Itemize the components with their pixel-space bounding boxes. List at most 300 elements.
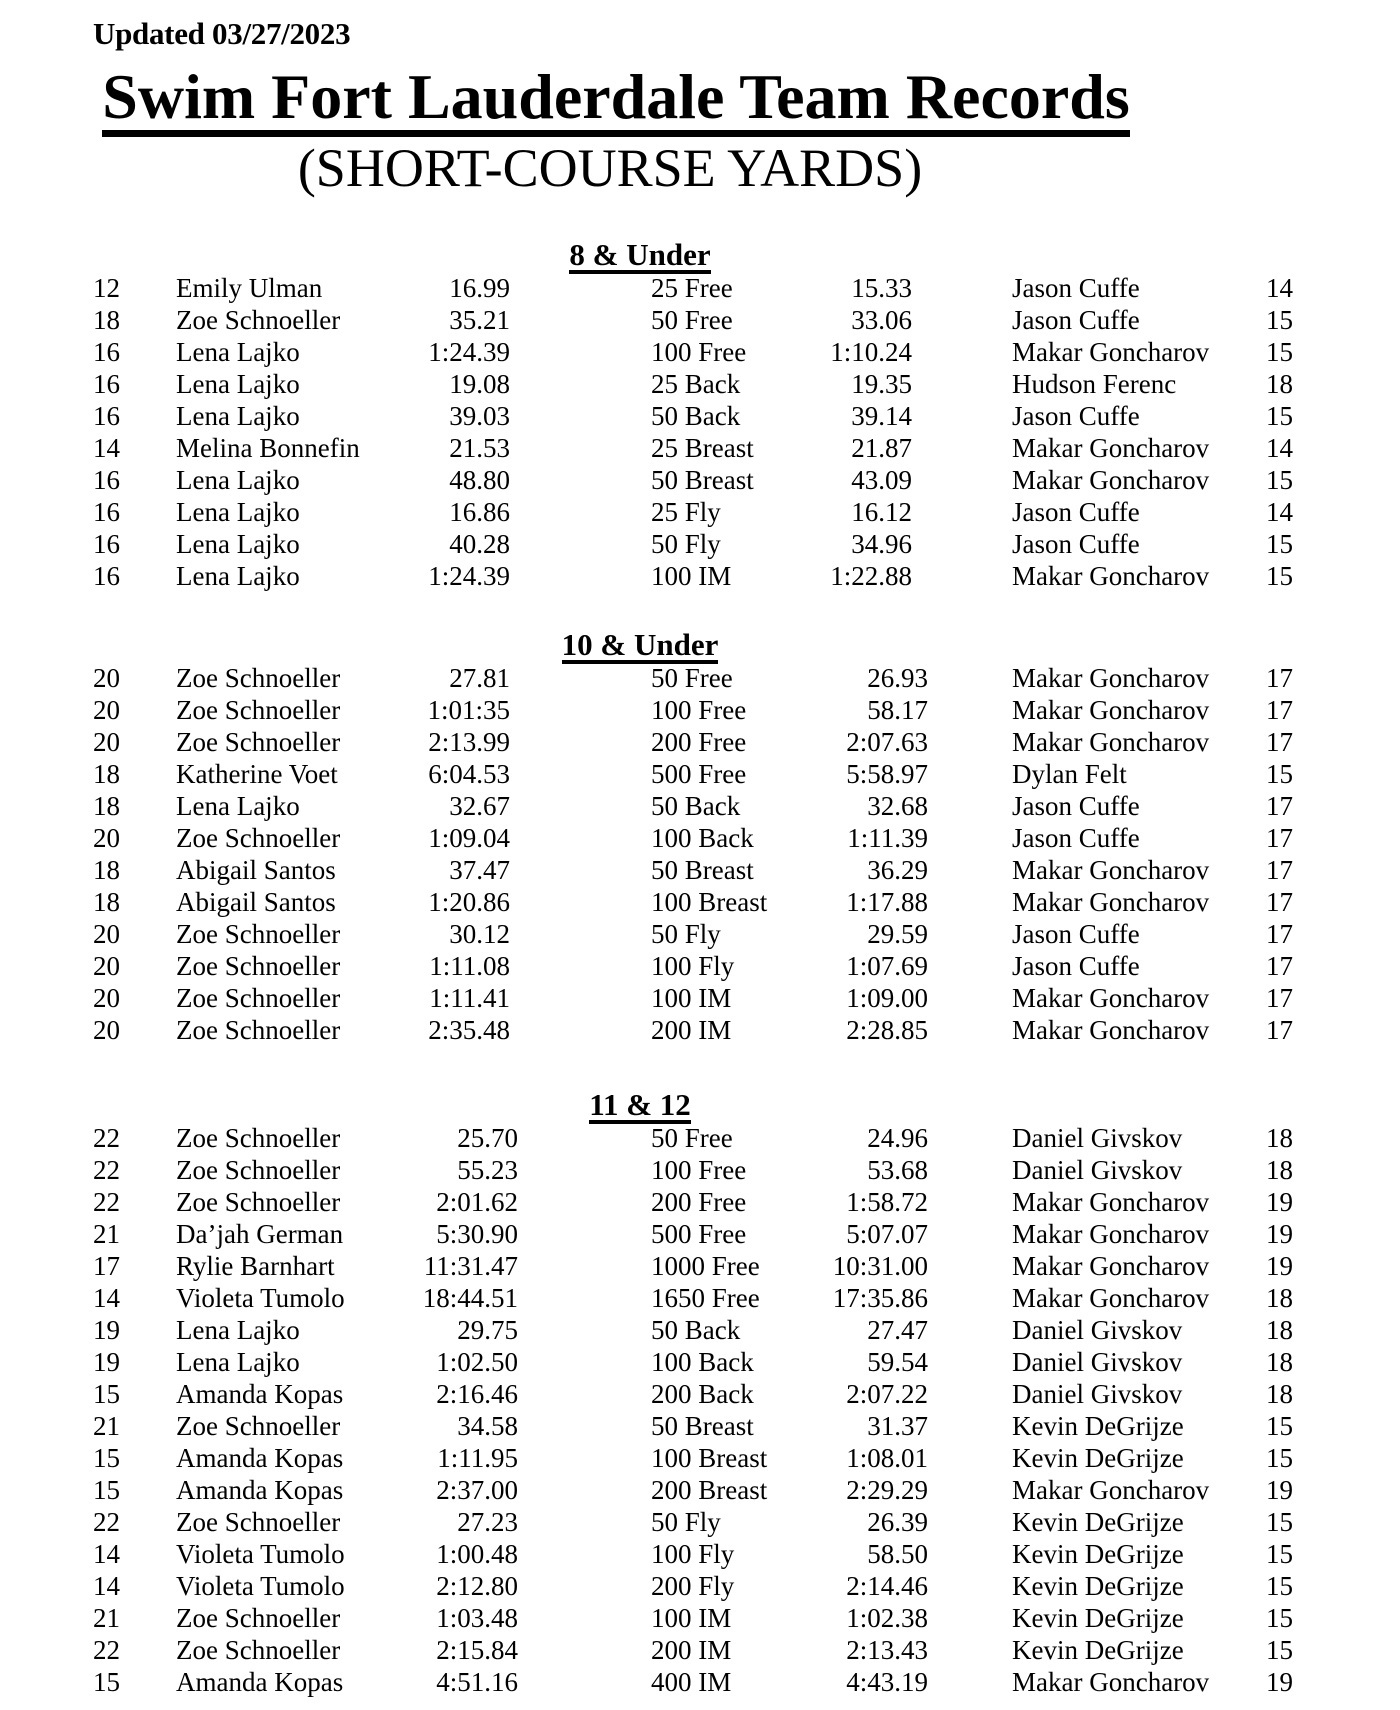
- girl-time: 1:03.48: [436, 1603, 518, 1633]
- boy-time: 5:58.97: [846, 759, 928, 789]
- boy-name: Makar Goncharov: [1012, 433, 1210, 463]
- girl-time: 40.28: [449, 529, 510, 559]
- girl-time: 48.80: [449, 465, 510, 495]
- girl-time: 6:04.53: [428, 759, 510, 789]
- girl-name: Lena Lajko: [176, 529, 300, 559]
- boy-time: 19.35: [851, 369, 912, 399]
- record-row: [0, 886, 1400, 918]
- girl-time: 16.86: [449, 497, 510, 527]
- event-name: 200 Back: [651, 1379, 754, 1409]
- record-row: [0, 528, 1400, 560]
- girl-age: 20: [93, 695, 120, 725]
- record-row: [0, 726, 1400, 758]
- boy-name: Jason Cuffe: [1012, 273, 1140, 303]
- boy-age: 18: [1266, 1315, 1293, 1345]
- boy-time: 2:07.22: [846, 1379, 928, 1409]
- girl-age: 20: [93, 823, 120, 853]
- record-row: [0, 1282, 1400, 1314]
- girl-time: 2:35.48: [428, 1015, 510, 1045]
- boy-time: 1:58.72: [846, 1187, 928, 1217]
- boy-time: 24.96: [867, 1123, 928, 1153]
- record-row: [0, 336, 1400, 368]
- section-heading-text: 8 & Under: [569, 237, 711, 272]
- record-row: [0, 464, 1400, 496]
- boy-age: 18: [1266, 1379, 1293, 1409]
- girl-time: 19.08: [449, 369, 510, 399]
- boy-time: 36.29: [867, 855, 928, 885]
- boy-age: 19: [1266, 1475, 1293, 1505]
- boy-name: Daniel Givskov: [1012, 1379, 1183, 1409]
- boy-time: 1:10.24: [830, 337, 912, 367]
- girl-time: 2:15.84: [436, 1635, 518, 1665]
- boy-time: 1:22.88: [830, 561, 912, 591]
- girl-time: 1:11.08: [429, 951, 510, 981]
- girl-age: 15: [93, 1379, 120, 1409]
- event-name: 50 Back: [651, 1315, 741, 1345]
- section-heading: [0, 238, 1280, 274]
- boy-age: 17: [1266, 855, 1293, 885]
- event-name: 100 Breast: [651, 1443, 768, 1473]
- boy-age: 19: [1266, 1251, 1293, 1281]
- section-heading: [0, 1088, 1280, 1124]
- boy-name: Kevin DeGrijze: [1012, 1539, 1184, 1569]
- girl-time: 1:01:35: [427, 695, 510, 725]
- girl-age: 22: [93, 1635, 120, 1665]
- girl-name: Da’jah German: [176, 1219, 344, 1249]
- boy-name: Jason Cuffe: [1012, 497, 1140, 527]
- boy-age: 15: [1266, 1571, 1293, 1601]
- girl-name: Lena Lajko: [176, 401, 300, 431]
- girl-age: 15: [93, 1475, 120, 1505]
- girl-age: 20: [93, 951, 120, 981]
- boy-age: 17: [1266, 983, 1293, 1013]
- girl-time: 1:02.50: [436, 1347, 518, 1377]
- girl-age: 21: [93, 1411, 120, 1441]
- boy-age: 14: [1266, 273, 1293, 303]
- record-row: [0, 400, 1400, 432]
- event-name: 100 Fly: [651, 951, 735, 981]
- boy-age: 15: [1266, 1507, 1293, 1537]
- boy-age: 14: [1266, 497, 1293, 527]
- boy-age: 15: [1266, 305, 1293, 335]
- boy-age: 15: [1266, 1443, 1293, 1473]
- boy-age: 15: [1266, 759, 1293, 789]
- girl-name: Zoe Schnoeller: [176, 305, 341, 335]
- boy-age: 17: [1266, 727, 1293, 757]
- record-row: [0, 1666, 1400, 1698]
- boy-time: 27.47: [867, 1315, 928, 1345]
- boy-age: 15: [1266, 529, 1293, 559]
- boy-age: 17: [1266, 791, 1293, 821]
- record-row: [0, 304, 1400, 336]
- girl-time: 2:16.46: [436, 1379, 518, 1409]
- boy-name: Hudson Ferenc: [1012, 369, 1177, 399]
- boy-time: 1:17.88: [846, 887, 928, 917]
- girl-name: Lena Lajko: [176, 1315, 300, 1345]
- record-row: [0, 1218, 1400, 1250]
- girl-name: Zoe Schnoeller: [176, 983, 341, 1013]
- boy-name: Jason Cuffe: [1012, 401, 1140, 431]
- boy-name: Daniel Givskov: [1012, 1155, 1183, 1185]
- record-row: [0, 1122, 1400, 1154]
- event-name: 100 Back: [651, 823, 754, 853]
- girl-name: Zoe Schnoeller: [176, 1635, 341, 1665]
- boy-name: Kevin DeGrijze: [1012, 1635, 1184, 1665]
- boy-time: 10:31.00: [832, 1251, 928, 1281]
- boy-age: 19: [1266, 1219, 1293, 1249]
- boy-age: 17: [1266, 823, 1293, 853]
- girl-time: 1:24.39: [428, 337, 510, 367]
- event-name: 25 Breast: [651, 433, 754, 463]
- girl-age: 22: [93, 1507, 120, 1537]
- event-name: 500 Free: [651, 759, 747, 789]
- event-name: 200 Free: [651, 1187, 747, 1217]
- girl-age: 21: [93, 1603, 120, 1633]
- event-name: 50 Back: [651, 401, 741, 431]
- girl-name: Zoe Schnoeller: [176, 1123, 341, 1153]
- girl-time: 1:24.39: [428, 561, 510, 591]
- record-row: [0, 854, 1400, 886]
- girl-time: 39.03: [449, 401, 510, 431]
- girl-age: 20: [93, 1015, 120, 1045]
- girl-time: 34.58: [457, 1411, 518, 1441]
- girl-age: 22: [93, 1155, 120, 1185]
- boy-time: 26.93: [867, 663, 928, 693]
- girl-age: 18: [93, 759, 120, 789]
- girl-time: 2:01.62: [436, 1187, 518, 1217]
- record-row: [0, 822, 1400, 854]
- boy-name: Makar Goncharov: [1012, 561, 1210, 591]
- girl-age: 14: [93, 1283, 120, 1313]
- girl-time: 1:20.86: [428, 887, 510, 917]
- boy-name: Dylan Felt: [1012, 759, 1127, 789]
- girl-age: 16: [93, 337, 120, 367]
- event-name: 100 Free: [651, 1155, 747, 1185]
- event-name: 50 Breast: [651, 1411, 754, 1441]
- boy-name: Jason Cuffe: [1012, 529, 1140, 559]
- boy-age: 15: [1266, 465, 1293, 495]
- event-name: 50 Fly: [651, 1507, 721, 1537]
- girl-age: 14: [93, 433, 120, 463]
- girl-age: 15: [93, 1667, 120, 1697]
- record-row: [0, 1410, 1400, 1442]
- event-name: 100 Free: [651, 695, 747, 725]
- girl-age: 18: [93, 791, 120, 821]
- record-row: [0, 1442, 1400, 1474]
- boy-name: Daniel Givskov: [1012, 1123, 1183, 1153]
- event-name: 500 Free: [651, 1219, 747, 1249]
- record-row: [0, 1538, 1400, 1570]
- girl-name: Violeta Tumolo: [176, 1571, 345, 1601]
- event-name: 200 Breast: [651, 1475, 768, 1505]
- girl-name: Zoe Schnoeller: [176, 1155, 341, 1185]
- boy-time: 32.68: [867, 791, 928, 821]
- event-name: 25 Back: [651, 369, 741, 399]
- girl-time: 30.12: [449, 919, 510, 949]
- event-name: 50 Free: [651, 663, 733, 693]
- boy-name: Makar Goncharov: [1012, 887, 1210, 917]
- boy-time: 1:11.39: [847, 823, 928, 853]
- event-name: 400 IM: [651, 1667, 732, 1697]
- event-name: 100 Breast: [651, 887, 768, 917]
- event-name: 50 Breast: [651, 855, 754, 885]
- boy-name: Daniel Givskov: [1012, 1347, 1183, 1377]
- section-heading-text: 10 & Under: [561, 627, 719, 662]
- boy-name: Kevin DeGrijze: [1012, 1443, 1184, 1473]
- boy-age: 14: [1266, 433, 1293, 463]
- girl-time: 32.67: [449, 791, 510, 821]
- record-row: [0, 662, 1400, 694]
- boy-age: 17: [1266, 1015, 1293, 1045]
- boy-age: 17: [1266, 919, 1293, 949]
- page-title: [0, 60, 1232, 137]
- girl-age: 18: [93, 855, 120, 885]
- boy-name: Jason Cuffe: [1012, 791, 1140, 821]
- boy-time: 15.33: [851, 273, 912, 303]
- girl-age: 12: [93, 273, 120, 303]
- page-subtitle: (SHORT-COURSE YARDS): [297, 138, 923, 198]
- boy-age: 15: [1266, 561, 1293, 591]
- girl-time: 2:12.80: [436, 1571, 518, 1601]
- girl-name: Lena Lajko: [176, 1347, 300, 1377]
- girl-age: 20: [93, 727, 120, 757]
- girl-time: 4:51.16: [436, 1667, 518, 1697]
- girl-name: Katherine Voet: [176, 759, 338, 789]
- event-name: 50 Fly: [651, 919, 721, 949]
- girl-time: 1:00.48: [436, 1539, 518, 1569]
- boy-age: 15: [1266, 1539, 1293, 1569]
- record-row: [0, 1346, 1400, 1378]
- boy-time: 39.14: [851, 401, 912, 431]
- boy-age: 18: [1266, 1347, 1293, 1377]
- girl-name: Lena Lajko: [176, 497, 300, 527]
- boy-time: 2:07.63: [846, 727, 928, 757]
- girl-name: Melina Bonnefin: [176, 433, 360, 463]
- updated-date: Updated 03/27/2023: [93, 16, 351, 51]
- boy-name: Makar Goncharov: [1012, 1667, 1210, 1697]
- girl-name: Zoe Schnoeller: [176, 823, 341, 853]
- girl-age: 20: [93, 663, 120, 693]
- boy-time: 26.39: [867, 1507, 928, 1537]
- girl-name: Amanda Kopas: [176, 1475, 344, 1505]
- boy-name: Kevin DeGrijze: [1012, 1571, 1184, 1601]
- record-row: [0, 1602, 1400, 1634]
- girl-time: 27.23: [457, 1507, 518, 1537]
- boy-name: Makar Goncharov: [1012, 465, 1210, 495]
- record-row: [0, 790, 1400, 822]
- boy-age: 17: [1266, 695, 1293, 725]
- girl-time: 1:11.95: [437, 1443, 518, 1473]
- event-name: 50 Breast: [651, 465, 754, 495]
- boy-time: 21.87: [851, 433, 912, 463]
- girl-age: 14: [93, 1539, 120, 1569]
- boy-name: Jason Cuffe: [1012, 305, 1140, 335]
- event-name: 200 IM: [651, 1635, 732, 1665]
- girl-age: 22: [93, 1187, 120, 1217]
- boy-time: 1:09.00: [846, 983, 928, 1013]
- boy-name: Makar Goncharov: [1012, 983, 1210, 1013]
- record-row: [0, 1506, 1400, 1538]
- record-row: [0, 1250, 1400, 1282]
- record-row: [0, 1570, 1400, 1602]
- girl-name: Zoe Schnoeller: [176, 1015, 341, 1045]
- girl-time: 18:44.51: [422, 1283, 518, 1313]
- boy-name: Makar Goncharov: [1012, 1283, 1210, 1313]
- record-row: [0, 758, 1400, 790]
- girl-age: 16: [93, 561, 120, 591]
- girl-age: 16: [93, 401, 120, 431]
- record-row: [0, 368, 1400, 400]
- girl-age: 15: [93, 1443, 120, 1473]
- girl-age: 19: [93, 1347, 120, 1377]
- girl-name: Zoe Schnoeller: [176, 1603, 341, 1633]
- girl-age: 17: [93, 1251, 120, 1281]
- girl-age: 22: [93, 1123, 120, 1153]
- event-name: 200 Free: [651, 727, 747, 757]
- girl-name: Emily Ulman: [176, 273, 323, 303]
- girl-age: 16: [93, 497, 120, 527]
- girl-time: 2:13.99: [428, 727, 510, 757]
- girl-time: 29.75: [457, 1315, 518, 1345]
- boy-name: Jason Cuffe: [1012, 919, 1140, 949]
- boy-age: 18: [1266, 369, 1293, 399]
- girl-name: Zoe Schnoeller: [176, 1411, 341, 1441]
- girl-age: 20: [93, 983, 120, 1013]
- event-name: 50 Fly: [651, 529, 721, 559]
- boy-name: Makar Goncharov: [1012, 1251, 1210, 1281]
- girl-time: 25.70: [457, 1123, 518, 1153]
- boy-time: 5:07.07: [846, 1219, 928, 1249]
- boy-name: Makar Goncharov: [1012, 1187, 1210, 1217]
- girl-time: 21.53: [449, 433, 510, 463]
- girl-age: 18: [93, 305, 120, 335]
- boy-name: Daniel Givskov: [1012, 1315, 1183, 1345]
- boy-time: 2:13.43: [846, 1635, 928, 1665]
- record-row: [0, 1314, 1400, 1346]
- boy-age: 17: [1266, 887, 1293, 917]
- event-name: 100 Back: [651, 1347, 754, 1377]
- boy-time: 33.06: [851, 305, 912, 335]
- girl-age: 16: [93, 465, 120, 495]
- boy-time: 2:29.29: [846, 1475, 928, 1505]
- girl-name: Lena Lajko: [176, 465, 300, 495]
- girl-name: Zoe Schnoeller: [176, 919, 341, 949]
- girl-name: Zoe Schnoeller: [176, 695, 341, 725]
- record-row: [0, 694, 1400, 726]
- boy-name: Kevin DeGrijze: [1012, 1603, 1184, 1633]
- girl-time: 2:37.00: [436, 1475, 518, 1505]
- girl-time: 37.47: [449, 855, 510, 885]
- boy-time: 53.68: [867, 1155, 928, 1185]
- event-name: 100 IM: [651, 983, 732, 1013]
- boy-age: 18: [1266, 1283, 1293, 1313]
- boy-age: 18: [1266, 1123, 1293, 1153]
- girl-time: 35.21: [449, 305, 510, 335]
- event-name: 25 Fly: [651, 497, 721, 527]
- event-name: 100 IM: [651, 1603, 732, 1633]
- record-row: [0, 918, 1400, 950]
- girl-name: Violeta Tumolo: [176, 1283, 345, 1313]
- event-name: 100 Free: [651, 337, 747, 367]
- girl-name: Abigail Santos: [176, 887, 336, 917]
- boy-age: 15: [1266, 1411, 1293, 1441]
- boy-time: 2:14.46: [846, 1571, 928, 1601]
- girl-name: Violeta Tumolo: [176, 1539, 345, 1569]
- girl-age: 14: [93, 1571, 120, 1601]
- girl-time: 55.23: [457, 1155, 518, 1185]
- boy-time: 1:07.69: [846, 951, 928, 981]
- boy-time: 1:08.01: [846, 1443, 928, 1473]
- girl-name: Amanda Kopas: [176, 1379, 344, 1409]
- boy-time: 31.37: [867, 1411, 928, 1441]
- girl-name: Zoe Schnoeller: [176, 727, 341, 757]
- event-name: 50 Back: [651, 791, 741, 821]
- boy-age: 15: [1266, 337, 1293, 367]
- girl-name: Zoe Schnoeller: [176, 1187, 341, 1217]
- girl-age: 19: [93, 1315, 120, 1345]
- page-title-text: Swim Fort Lauderdale Team Records: [102, 64, 1130, 137]
- section-heading-text: 11 & 12: [589, 1087, 691, 1122]
- boy-name: Makar Goncharov: [1012, 1475, 1210, 1505]
- girl-name: Zoe Schnoeller: [176, 951, 341, 981]
- boy-time: 4:43.19: [846, 1667, 928, 1697]
- girl-age: 20: [93, 919, 120, 949]
- record-row: [0, 1014, 1400, 1046]
- record-row: [0, 432, 1400, 464]
- girl-name: Abigail Santos: [176, 855, 336, 885]
- boy-time: 16.12: [851, 497, 912, 527]
- event-name: 100 IM: [651, 561, 732, 591]
- boy-name: Kevin DeGrijze: [1012, 1411, 1184, 1441]
- boy-age: 19: [1266, 1187, 1293, 1217]
- girl-time: 11:31.47: [423, 1251, 518, 1281]
- record-row: [0, 1186, 1400, 1218]
- boy-time: 29.59: [867, 919, 928, 949]
- boy-age: 17: [1266, 663, 1293, 693]
- boy-age: 15: [1266, 401, 1293, 431]
- girl-age: 18: [93, 887, 120, 917]
- boy-age: 17: [1266, 951, 1293, 981]
- event-name: 1000 Free: [651, 1251, 760, 1281]
- girl-time: 5:30.90: [436, 1219, 518, 1249]
- girl-name: Lena Lajko: [176, 369, 300, 399]
- event-name: 50 Free: [651, 305, 733, 335]
- boy-time: 2:28.85: [846, 1015, 928, 1045]
- boy-name: Makar Goncharov: [1012, 855, 1210, 885]
- girl-time: 16.99: [449, 273, 510, 303]
- boy-time: 58.17: [867, 695, 928, 725]
- record-row: [0, 272, 1400, 304]
- boy-name: Makar Goncharov: [1012, 1219, 1210, 1249]
- record-row: [0, 560, 1400, 592]
- girl-name: Lena Lajko: [176, 561, 300, 591]
- girl-name: Lena Lajko: [176, 791, 300, 821]
- section-heading: [0, 628, 1280, 664]
- boy-name: Makar Goncharov: [1012, 695, 1210, 725]
- event-name: 25 Free: [651, 273, 733, 303]
- record-row: [0, 982, 1400, 1014]
- girl-name: Zoe Schnoeller: [176, 663, 341, 693]
- boy-name: Makar Goncharov: [1012, 663, 1210, 693]
- boy-time: 17:35.86: [832, 1283, 928, 1313]
- boy-name: Makar Goncharov: [1012, 1015, 1210, 1045]
- boy-time: 59.54: [867, 1347, 928, 1377]
- girl-age: 21: [93, 1219, 120, 1249]
- boy-time: 34.96: [851, 529, 912, 559]
- event-name: 200 IM: [651, 1015, 732, 1045]
- boy-name: Jason Cuffe: [1012, 823, 1140, 853]
- boy-name: Kevin DeGrijze: [1012, 1507, 1184, 1537]
